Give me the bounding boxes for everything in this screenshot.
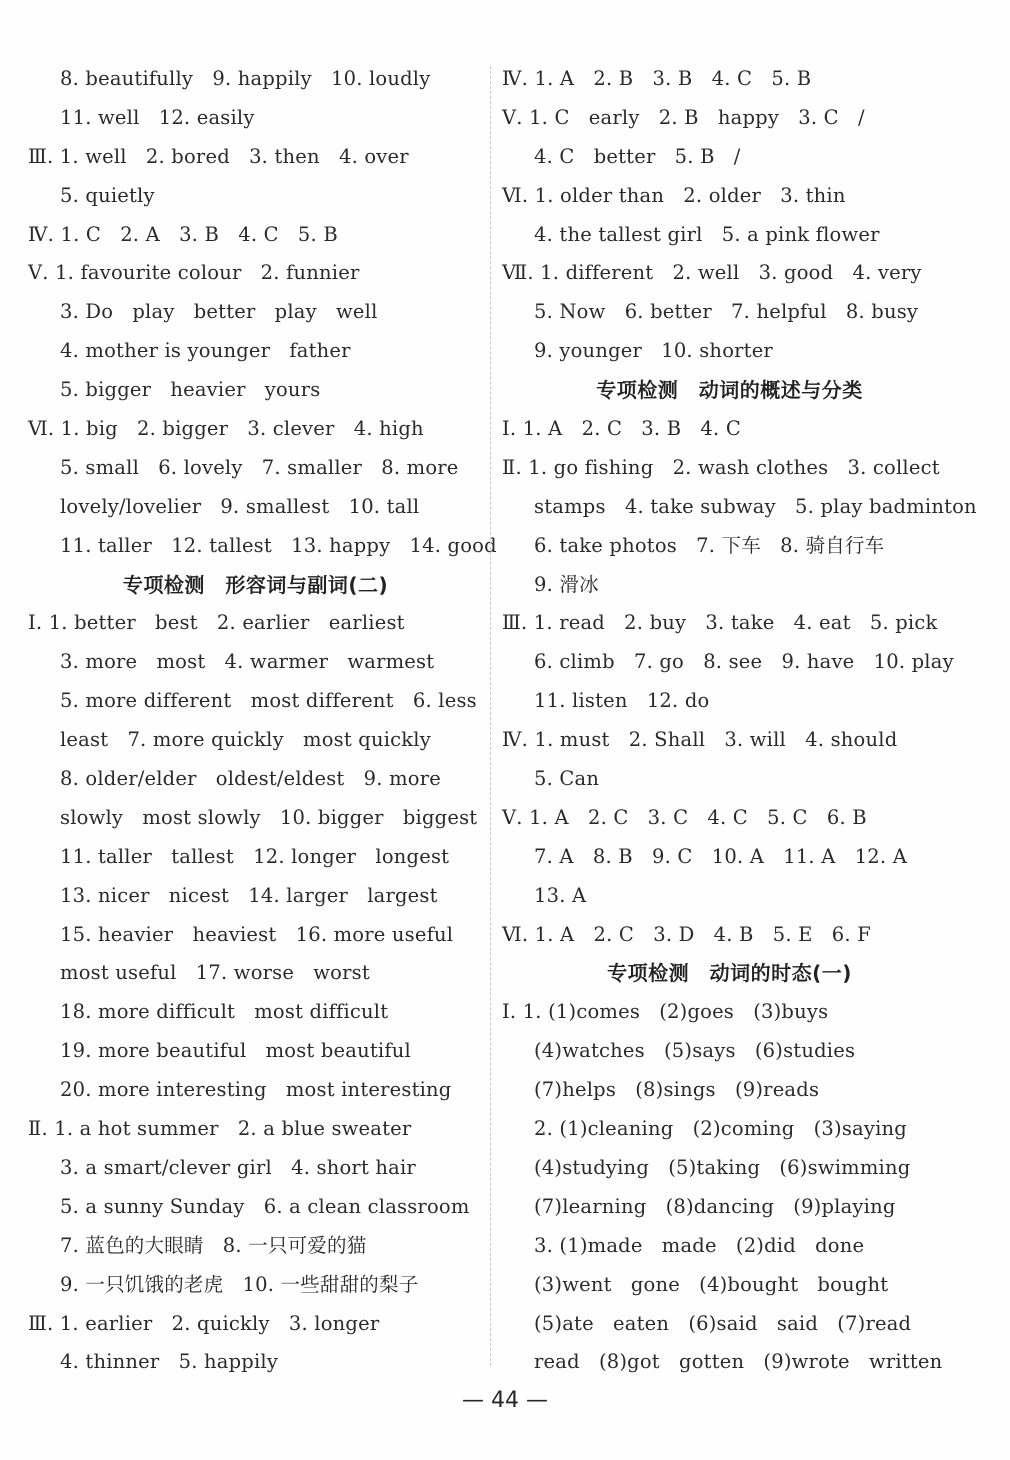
answer-line: Ⅲ. 1. well 2. bored 3. then 4. over [28,144,409,168]
answer-line: most useful 17. worse worst [60,961,370,985]
answer-line: 6. take photos 7. 下车 8. 骑自行车 [534,533,885,557]
answer-line: 4. the tallest girl 5. a pink flower [534,222,880,246]
answer-line: 7. 蓝色的大眼睛 8. 一只可爱的猫 [60,1233,367,1257]
answer-line: Ⅰ. 1. A 2. C 3. B 4. C [502,417,741,441]
answer-line: 20. more interesting most interesting [60,1078,452,1102]
answer-line: 11. taller 12. tallest 13. happy 14. good [60,533,497,557]
section-heading: 专项检测 形容词与副词(二) [122,572,389,597]
answer-line: 5. more different most different 6. less [60,689,477,713]
answer-line: Ⅵ. 1. big 2. bigger 3. clever 4. high [28,417,424,441]
answer-line: Ⅴ. 1. A 2. C 3. C 4. C 5. C 6. B [502,805,867,829]
answer-line: 5. bigger heavier yours [60,378,321,402]
answer-line: 7. A 8. B 9. C 10. A 11. A 12. A [534,844,907,868]
answer-line: 15. heavier heaviest 16. more useful [60,922,454,946]
answer-line: 5. Can [534,767,600,791]
answer-line: slowly most slowly 10. bigger biggest [60,805,478,829]
answer-line: Ⅵ. 1. older than 2. older 3. thin [502,183,846,207]
answer-line: 8. beautifully 9. happily 10. loudly [60,67,431,90]
answer-line: 13. A [534,883,587,907]
answer-line: 9. 一只饥饿的老虎 10. 一些甜甜的梨子 [60,1272,419,1296]
section-heading: 专项检测 动词的概述与分类 [596,378,863,403]
answer-line: (7)helps (8)sings (9)reads [534,1078,820,1102]
answer-line: 11. taller tallest 12. longer longest [60,844,450,868]
answer-line: (4)studying (5)taking (6)swimming [534,1155,911,1179]
answer-line: 11. listen 12. do [534,689,710,713]
answer-line: Ⅲ. 1. read 2. buy 3. take 4. eat 5. pick [502,611,938,635]
answer-line: Ⅶ. 1. different 2. well 3. good 4. very [502,261,922,285]
answer-line: Ⅵ. 1. A 2. C 3. D 4. B 5. E 6. F [502,922,871,946]
left-answer-column [28,60,497,1382]
answer-line: Ⅴ. 1. C early 2. B happy 3. C / [502,105,865,129]
answer-line: 5. small 6. lovely 7. smaller 8. more [60,455,459,479]
answer-line: 19. more beautiful most beautiful [60,1039,411,1063]
answer-line: (5)ate eaten (6)said said (7)read [534,1311,912,1335]
answer-line: 9. 滑冰 [534,572,599,596]
answer-line: 6. climb 7. go 8. see 9. have 10. play [534,650,954,674]
answer-line: 3. a smart/clever girl 4. short hair [60,1155,416,1179]
answer-line: read (8)got gotten (9)wrote written [534,1350,943,1374]
answer-line: Ⅰ. 1. (1)comes (2)goes (3)buys [502,1000,829,1024]
answer-line: 8. older/elder oldest/eldest 9. more [60,767,441,791]
answer-line: 18. more difficult most difficult [60,1000,389,1024]
column-divider [490,66,491,1366]
answer-line: 2. (1)cleaning (2)coming (3)saying [534,1117,907,1141]
answer-line: lovely/lovelier 9. smallest 10. tall [60,494,420,518]
answer-line: Ⅳ. 1. must 2. Shall 3. will 4. should [502,728,898,752]
answer-line: (3)went gone (4)bought bought [534,1272,889,1296]
answer-line: Ⅲ. 1. earlier 2. quickly 3. longer [28,1311,380,1335]
answer-line: 4. mother is younger father [60,339,351,363]
answer-line: 5. a sunny Sunday 6. a clean classroom [60,1194,470,1218]
answer-line: 9. younger 10. shorter [534,339,773,363]
answer-line: Ⅳ. 1. C 2. A 3. B 4. C 5. B [28,222,338,246]
section-heading: 专项检测 动词的时态(一) [607,961,852,986]
answer-line: 11. well 12. easily [60,105,255,129]
answer-line: 3. (1)made made (2)did done [534,1233,865,1257]
answer-line: 3. Do play better play well [60,300,378,324]
answer-line: (7)learning (8)dancing (9)playing [534,1194,896,1218]
answer-line: Ⅴ. 1. favourite colour 2. funnier [28,261,360,285]
answer-line: (4)watches (5)says (6)studies [534,1039,856,1063]
answer-line: 4. thinner 5. happily [60,1350,279,1374]
answer-line: 5. quietly [60,183,155,207]
answer-line: Ⅳ. 1. A 2. B 3. B 4. C 5. B [502,67,812,90]
answer-line: Ⅱ. 1. a hot summer 2. a blue sweater [28,1117,412,1141]
answer-line: 13. nicer nicest 14. larger largest [60,883,438,907]
page-number: — 44 — [462,1388,548,1413]
answer-line: least 7. more quickly most quickly [60,728,431,752]
answer-line: stamps 4. take subway 5. play badminton [534,494,977,518]
answer-line: 4. C better 5. B / [534,144,741,168]
answer-line: Ⅱ. 1. go fishing 2. wash clothes 3. collect [502,455,940,479]
answer-line: 5. Now 6. better 7. helpful 8. busy [534,300,919,324]
right-answer-column [502,60,977,1382]
answer-line: Ⅰ. 1. better best 2. earlier earliest [28,611,405,635]
answer-line: 3. more most 4. warmer warmest [60,650,435,674]
